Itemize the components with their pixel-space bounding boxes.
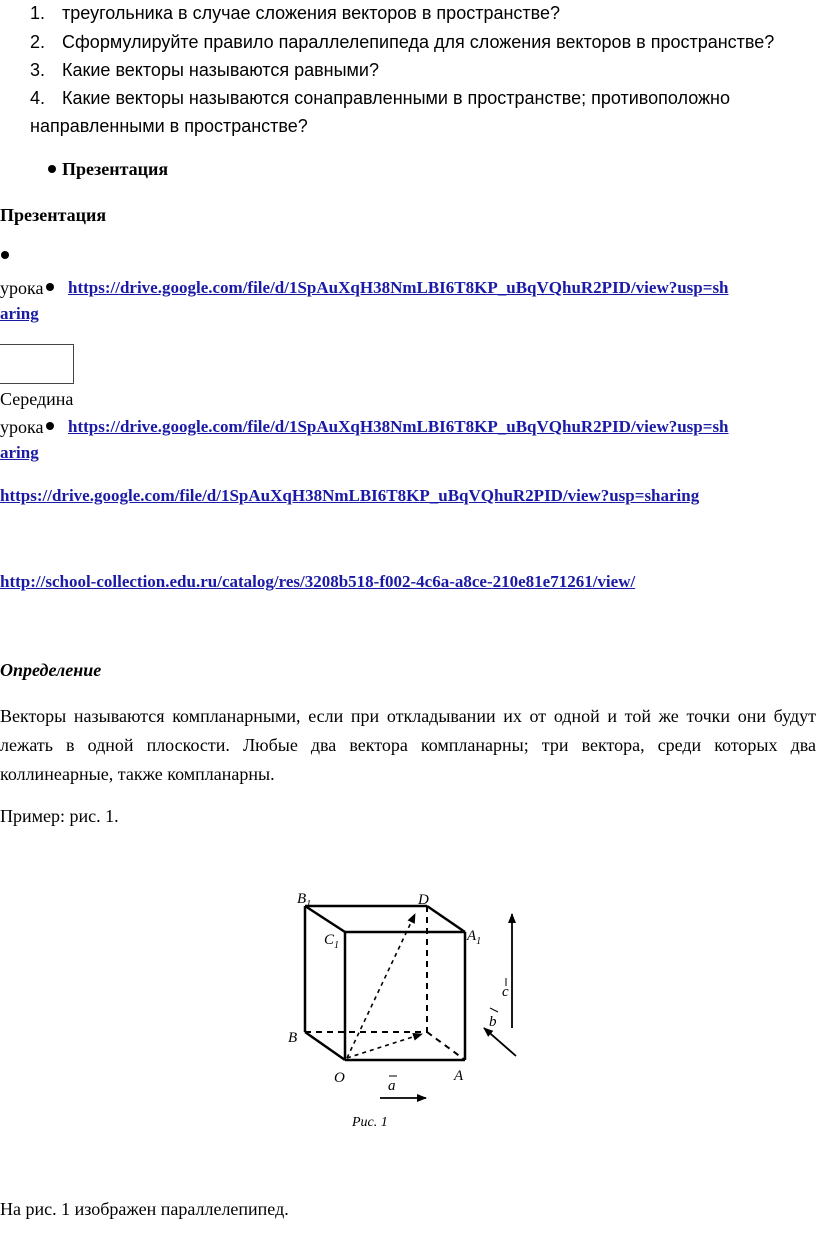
- drive-link-2-wrap[interactable]: aring: [0, 443, 39, 462]
- question-1: 1. треугольника в случае сложения векторов в пространстве?: [30, 3, 561, 23]
- bullet-icon: [46, 422, 54, 430]
- label-vec-a: a: [388, 1078, 396, 1094]
- label-o: O: [334, 1070, 345, 1086]
- drive-link-1[interactable]: https://drive.google.com/file/d/1SpAuXqH38NmLBI6T8KP_uBqVQhuR2PID/view?usp=sh: [68, 278, 729, 297]
- bullet-presentation: Презентация: [48, 158, 168, 180]
- drive-link-3[interactable]: https://drive.google.com/file/d/1SpAuXqH38NmLBI6T8KP_uBqVQhuR2PID/view?usp=sharing: [0, 486, 700, 505]
- bullet-icon: [1, 251, 9, 259]
- edge-d-a1: [427, 906, 465, 932]
- question-4-continuation: направленными в пространстве?: [30, 116, 308, 136]
- lesson-label-1: урока: [0, 277, 58, 299]
- middle-label: Середина: [0, 389, 74, 409]
- edge-b-o: [305, 1032, 345, 1060]
- lesson-label-2: урока: [0, 416, 58, 438]
- question-3: 3. Какие векторы называются равными?: [30, 60, 379, 80]
- drive-link-1-wrap[interactable]: aring: [0, 304, 39, 323]
- label-c1: $C_1$: [324, 932, 340, 951]
- label-b1: $B_1$: [297, 891, 312, 910]
- presentation-heading: Презентация: [0, 205, 107, 225]
- label-a: A: [454, 1068, 464, 1084]
- label-d: D: [418, 892, 429, 908]
- vector-b: [484, 1028, 516, 1056]
- question-4: 4. Какие векторы называются сонаправленными в пространстве; противоположно: [30, 88, 731, 108]
- label-vec-b: b: [489, 1014, 497, 1030]
- label-a1: $A_1$: [467, 928, 482, 947]
- figure-caption: Рис. 1: [352, 1115, 388, 1130]
- bullet-icon: [46, 283, 54, 291]
- parallelepiped-figure: [270, 880, 540, 1140]
- drive-link-2[interactable]: https://drive.google.com/file/d/1SpAuXqH38NmLBI6T8KP_uBqVQhuR2PID/view?usp=sh: [68, 417, 729, 436]
- diagonal-o-base: [347, 1034, 422, 1058]
- definition-heading: Определение: [0, 660, 102, 680]
- diagonal-o-d: [347, 914, 415, 1058]
- school-collection-link[interactable]: http://school-collection.edu.ru/catalog/res/3208b518-f002-4c6a-a8ce-210e81e71261/view/: [0, 572, 636, 591]
- example-text: Пример: рис. 1.: [0, 806, 119, 826]
- empty-box: [0, 344, 74, 384]
- bullet-icon: [48, 165, 56, 173]
- label-vec-c: c: [502, 984, 509, 1000]
- figure-description: На рис. 1 изображен параллелепипед.: [0, 1199, 289, 1219]
- label-b: B: [288, 1030, 298, 1046]
- definition-text: Векторы называются компланарными, если при откладывании их от одной и той же точки они будут лежать в одной плоскости. Любые два вектора компланарны; три вектора, среди которых два коллинеарные, также компланарны.: [0, 706, 816, 784]
- hidden-edge-bottom-right: [427, 1032, 465, 1060]
- question-2: 2. Сформулируйте правило параллелепипеда для сложения векторов в пространстве?: [30, 32, 775, 52]
